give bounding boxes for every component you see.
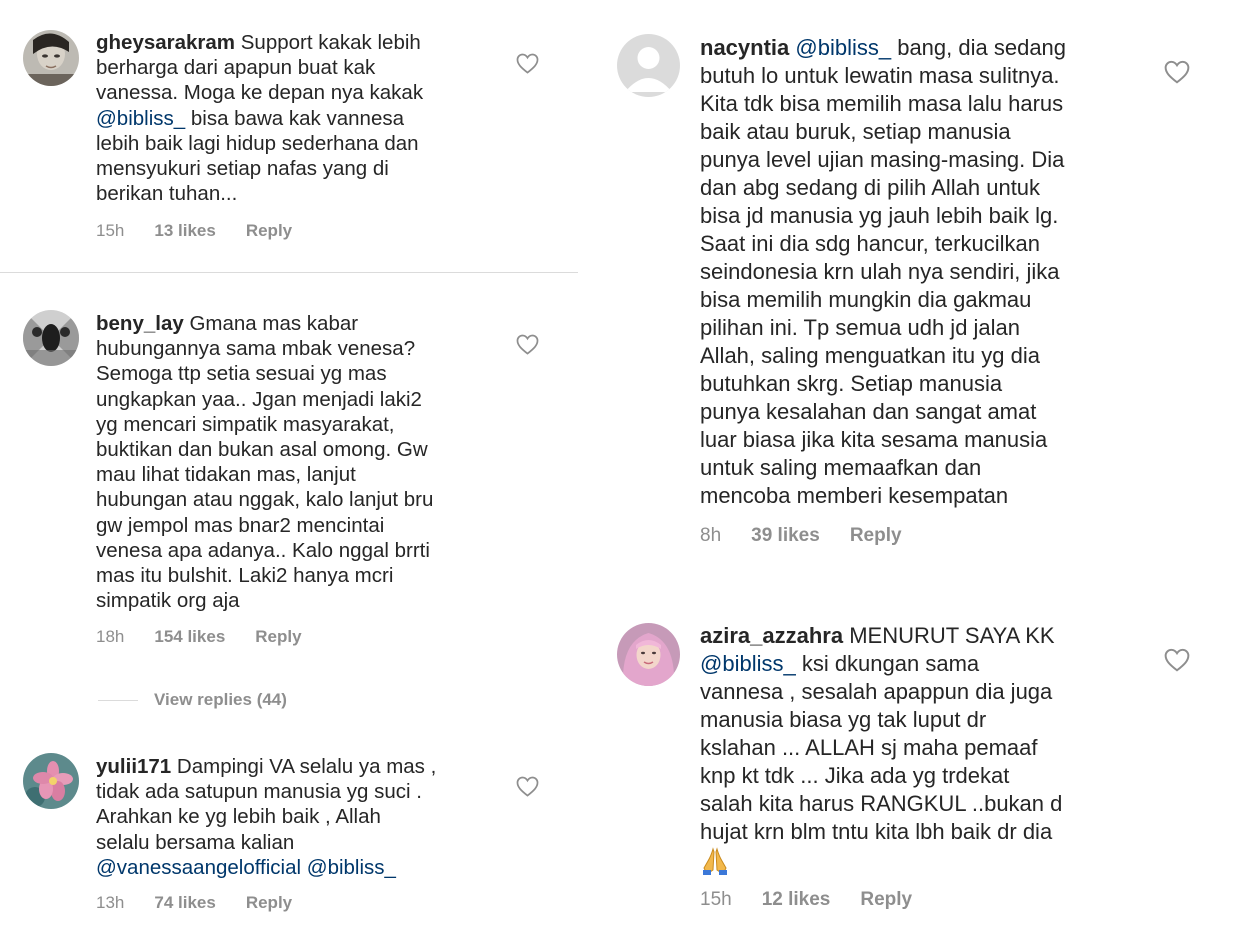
mention-link[interactable]: @bibliss_: [306, 855, 396, 879]
like-heart-button[interactable]: [1164, 648, 1190, 672]
mention-link[interactable]: @bibliss_: [96, 106, 186, 130]
comment-text-part: bisa bawa kak vannesa lebih baik lagi hidup sederhana dan mensyukuri setiap nafas yang di berikan tuhan...: [96, 106, 419, 206]
comment-meta: [700, 524, 932, 548]
folded-hands-emoji-icon: [700, 846, 730, 876]
heart-outline-icon: [516, 334, 539, 355]
like-heart-button[interactable]: [516, 53, 539, 74]
mention-link[interactable]: @bibliss_: [700, 651, 796, 676]
heart-outline-icon: [516, 776, 539, 797]
likes-count-button[interactable]: 12 likes: [761, 889, 831, 910]
timestamp: 8h: [700, 525, 722, 546]
user-photo-avatar-icon: [23, 310, 79, 366]
view-replies-label: View replies (44): [154, 690, 287, 709]
username-link[interactable]: azira_azzahra: [700, 623, 844, 648]
reply-button[interactable]: Reply: [860, 889, 913, 910]
likes-count-button[interactable]: 13 likes: [154, 221, 216, 240]
comment-meta: [96, 220, 322, 242]
heart-outline-icon: [1164, 60, 1190, 84]
like-heart-button[interactable]: [1164, 60, 1190, 84]
left-comment-column: [0, 0, 578, 945]
comment-text: [700, 622, 1220, 876]
replies-line: [98, 700, 138, 701]
reply-button[interactable]: Reply: [245, 893, 293, 912]
username-link[interactable]: yulii171: [96, 755, 172, 778]
comment-text: [96, 754, 516, 880]
mention-link[interactable]: @vanessaangelofficial: [96, 855, 302, 879]
comment-meta: [96, 892, 322, 914]
like-heart-button[interactable]: [516, 776, 539, 797]
flower-photo-avatar-icon: [23, 753, 79, 809]
username-link[interactable]: nacyntia: [700, 35, 790, 60]
comment-meta: [96, 626, 332, 648]
comment-text: [700, 34, 1220, 510]
likes-count-button[interactable]: 39 likes: [751, 525, 820, 546]
comment-text-part: ksi dkungan sama vannesa , sesalah apappun dia juga manusia biasa yg tak luput dr kslahan ... ALLAH sj maha pemaaf knp kt tdk ... Jika ada yg trdekat salah kita harus RANGKUL ..bukan d hujat krn blm tntu kita lbh baik dr dia: [700, 651, 1063, 844]
comment-text-part: Gmana mas kabar hubungannya sama mbak venesa? Semoga ttp setia sesuai yg mas ungkapkan yaa.. Jgan menjadi laki2 yg mencari simpatik masyarakat, buktikan dan bukan asal omong. Gw mau lihat tidakan mas, lanjut hubungan atau nggak, kalo lanjut bru gw jempol mas bnar2 mencintai venesa apa adanya.. Kalo nggal brrti mas itu bulshit. Laki2 hanya mcri simpatik org aja: [96, 312, 434, 613]
timestamp: 18h: [96, 627, 125, 646]
divider: [0, 272, 578, 273]
heart-outline-icon: [516, 53, 539, 74]
mention-link[interactable]: @bibliss_: [795, 35, 892, 60]
reply-button[interactable]: Reply: [255, 627, 302, 646]
avatar[interactable]: [23, 753, 79, 809]
default-user-avatar-icon: [617, 34, 680, 97]
avatar[interactable]: [617, 623, 680, 686]
likes-count-button[interactable]: 154 likes: [154, 627, 226, 646]
comment-text-part: Support kakak lebih berharga dari apapun buat kak vanessa. Moga ke depan nya kakak: [96, 31, 424, 105]
comment-text: [96, 30, 516, 206]
timestamp: 13h: [96, 893, 125, 912]
timestamp: 15h: [700, 889, 732, 910]
comment-text-part: bang, dia sedang butuh lo untuk lewatin masa sulitnya. Kita tdk bisa memilih masa lalu harus baik atau buruk, setiap manusia punya level ujian masing-masing. Dia dan abg sedang di pilih Allah untuk bisa jd manusia yg jauh lebih baik lg. Saat ini dia sdg hancur, terkucilkan seindonesia krn ulah nya sendiri, jika bisa memilih mungkin dia gakmau pilihan ini. Tp semua udh jd jalan Allah, saling menguatkan itu yg dia butuhkan skrg. Setiap manusia punya kesalahan dan sangat amat luar biasa jika kita sesama manusia untuk saling memaafkan dan mencoba memberi kesempatan: [700, 35, 1067, 508]
username-link[interactable]: beny_lay: [96, 312, 184, 335]
right-comment-column: [604, 0, 1233, 945]
like-heart-button[interactable]: [516, 334, 539, 355]
timestamp: 15h: [96, 221, 125, 240]
likes-count-button[interactable]: 74 likes: [154, 893, 216, 912]
username-link[interactable]: gheysarakram: [96, 31, 236, 54]
heart-outline-icon: [1164, 648, 1190, 672]
comment-text: [96, 311, 516, 613]
avatar[interactable]: [23, 30, 79, 86]
avatar[interactable]: [617, 34, 680, 97]
comment-text-part: Dampingi VA selalu ya mas , tidak ada satupun manusia yg suci . Arahkan ke yg lebih baik , Allah selalu bersama kalian: [96, 755, 437, 854]
reply-button[interactable]: Reply: [849, 525, 902, 546]
view-replies-button[interactable]: [98, 688, 287, 712]
comment-text-part: MENURUT SAYA KK: [849, 623, 1055, 648]
user-photo-avatar-icon: [617, 623, 680, 686]
comment-meta: [700, 888, 942, 912]
reply-button[interactable]: Reply: [245, 221, 293, 240]
user-photo-avatar-icon: [23, 30, 79, 86]
avatar[interactable]: [23, 310, 79, 366]
